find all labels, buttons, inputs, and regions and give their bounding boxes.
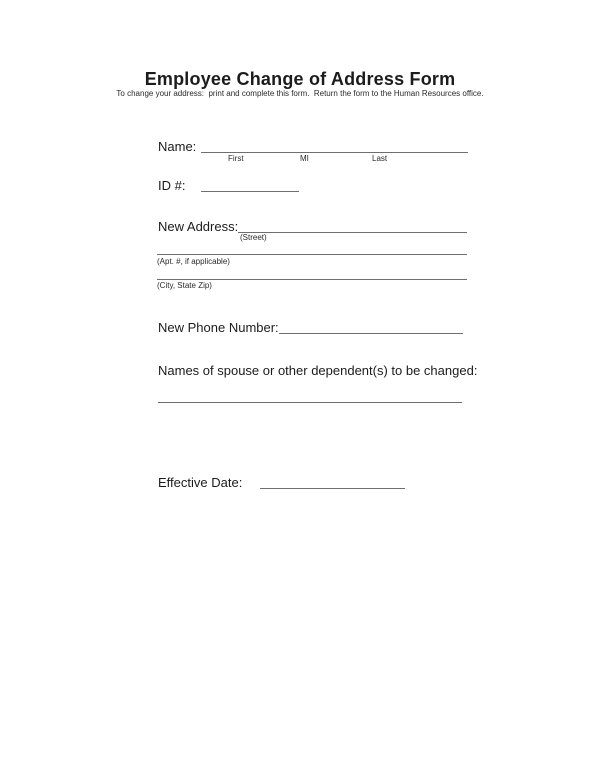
street-input-line[interactable] xyxy=(238,220,467,233)
new-address-row xyxy=(158,219,467,233)
apt-sublabel: (Apt. #, if applicable) xyxy=(157,257,230,266)
street-sublabel: (Street) xyxy=(240,233,267,242)
effective-date-input-line[interactable] xyxy=(260,476,405,489)
name-label: Name: xyxy=(158,139,197,154)
new-phone-input-line[interactable] xyxy=(279,321,463,334)
apt-input-line[interactable] xyxy=(157,241,467,255)
city-state-zip-sublabel: (City, State Zip) xyxy=(157,281,212,290)
form-instructions: To change your address: print and complete this form. Return the form to the Human Resources office. xyxy=(116,89,484,98)
id-input-line[interactable] xyxy=(201,179,299,192)
dependents-input-line[interactable] xyxy=(158,389,462,403)
name-input-line[interactable] xyxy=(201,140,468,153)
name-first-sublabel: First xyxy=(228,154,244,163)
effective-date-label: Effective Date: xyxy=(158,475,243,490)
new-phone-label: New Phone Number: xyxy=(158,320,279,335)
id-row xyxy=(158,178,468,192)
new-address-label: New Address: xyxy=(158,219,239,234)
name-mi-sublabel: MI xyxy=(300,154,309,163)
name-last-sublabel: Last xyxy=(372,154,388,163)
city-state-zip-input-line[interactable] xyxy=(157,266,467,280)
dependents-label: Names of spouse or other dependent(s) to be changed: xyxy=(158,363,478,378)
id-label: ID #: xyxy=(158,178,186,193)
new-phone-row xyxy=(158,320,463,334)
form-title: Employee Change of Address Form xyxy=(144,69,456,89)
name-row xyxy=(158,139,468,153)
effective-date-row xyxy=(158,475,468,489)
